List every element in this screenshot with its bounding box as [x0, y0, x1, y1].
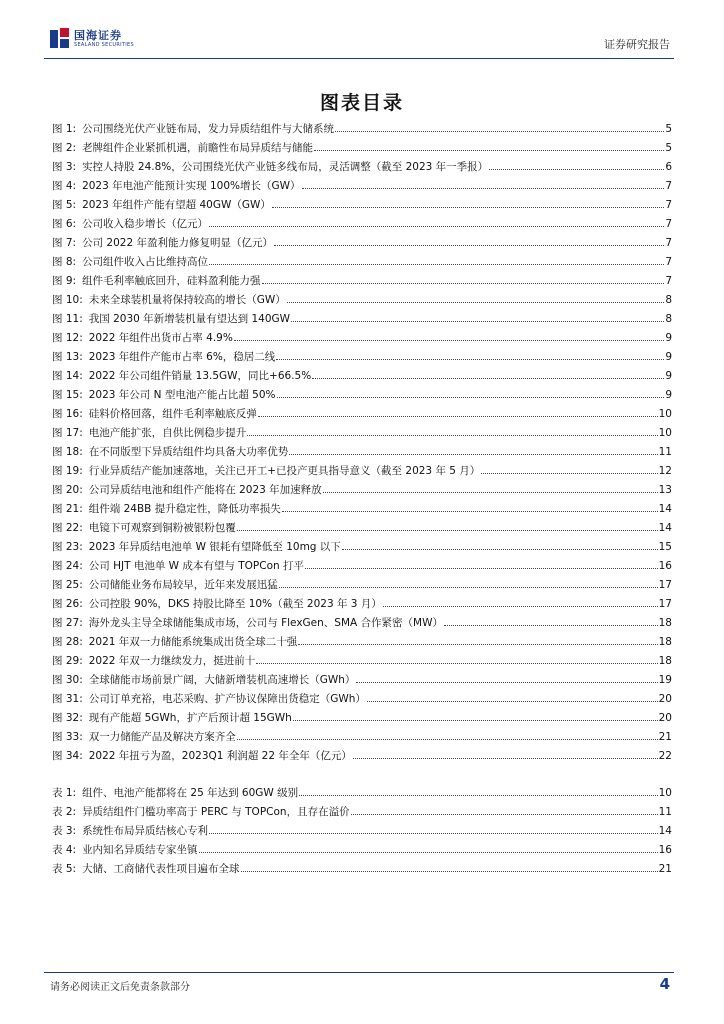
toc-entry-page: 7: [665, 180, 672, 192]
toc-entry-page: 10: [658, 787, 672, 799]
toc-leader: [353, 758, 658, 759]
toc-entry[interactable]: [52, 690, 672, 709]
toc-leader: [289, 454, 657, 455]
toc-entry[interactable]: [52, 557, 672, 576]
toc-entry[interactable]: [52, 747, 672, 766]
toc-leader: [481, 473, 657, 474]
toc-entry-label: 图 14:: [52, 370, 83, 382]
toc-entry-label: 图 33:: [52, 731, 83, 743]
logo-name-cn: 国海证券: [74, 29, 122, 42]
toc-leader: [299, 795, 657, 796]
toc-entry-label: 表 4:: [52, 844, 77, 856]
toc-entry-label: 图 8:: [52, 256, 77, 268]
toc-entry-text: 公司 2022 年盈利能力修复明显（亿元）: [82, 237, 273, 249]
toc-entry[interactable]: [52, 500, 672, 519]
toc-entry-page: 18: [658, 617, 672, 629]
toc-entry-label: 图 3:: [52, 161, 77, 173]
toc-entry-page: 15: [658, 541, 672, 553]
toc-entry-page: 17: [658, 579, 672, 591]
toc-entry-text: 2023 年异质结电池单 W 银耗有望降低至 10mg 以下: [88, 541, 341, 553]
toc-entry-page: 9: [665, 332, 672, 344]
toc-entry-label: 图 21:: [52, 503, 83, 515]
toc-entry-page: 11: [658, 806, 672, 818]
toc-entry[interactable]: [52, 215, 672, 234]
toc-entry-label: 图 26:: [52, 598, 83, 610]
toc-entry-page: 16: [658, 844, 672, 856]
toc-entry-text: 2022 年双一力继续发力，挺进前十: [88, 655, 256, 667]
toc-entry[interactable]: [52, 860, 672, 879]
toc-entry-label: 表 5:: [52, 863, 77, 875]
toc-entry[interactable]: [52, 784, 672, 803]
toc-entry-page: 12: [658, 465, 672, 477]
toc-entry-page: 14: [658, 825, 672, 837]
toc-entry-text: 全球储能市场前景广阔，大储新增装机高速增长（GWh）: [88, 674, 356, 686]
toc-entry[interactable]: [52, 253, 672, 272]
toc-leader: [241, 871, 658, 872]
toc-entry-text: 公司组件收入占比维持高位: [82, 256, 209, 268]
toc-entry[interactable]: [52, 177, 672, 196]
toc-entry-text: 2022 年组件出货市占率 4.9%: [88, 332, 233, 344]
toc-leader: [276, 359, 664, 360]
toc-entry-label: 图 30:: [52, 674, 83, 686]
toc-entry[interactable]: [52, 158, 672, 177]
toc-entry-label: 图 32:: [52, 712, 83, 724]
toc-leader: [256, 663, 657, 664]
toc-entry-text: 2022 年公司组件销量 13.5GW，同比+66.5%: [88, 370, 312, 382]
toc-entry-label: 图 25:: [52, 579, 83, 591]
toc-entry-label: 表 3:: [52, 825, 77, 837]
toc-entry[interactable]: [52, 310, 672, 329]
toc-leader: [356, 682, 657, 683]
toc-entry-label: 图 34:: [52, 750, 83, 762]
toc-entry[interactable]: [52, 728, 672, 747]
toc-leader: [291, 321, 664, 322]
toc-entry-page: 10: [658, 427, 672, 439]
toc-entry-page: 8: [665, 313, 672, 325]
toc-entry-text: 异质结组件门槛功率高于 PERC 与 TOPCon，且存在溢价: [82, 806, 350, 818]
toc-entry-text: 公司控股 90%，DKS 持股比降至 10%（截至 2023 年 3 月）: [88, 598, 382, 610]
toc-entry-label: 表 2:: [52, 806, 77, 818]
toc-entry-page: 21: [658, 863, 672, 875]
toc-entry-label: 图 4:: [52, 180, 77, 192]
toc-entry-page: 8: [665, 294, 672, 306]
toc-leader: [383, 606, 658, 607]
toc-entry-label: 图 5:: [52, 199, 77, 211]
toc-entry[interactable]: [52, 519, 672, 538]
toc-entry[interactable]: [52, 671, 672, 690]
toc-entry-text: 组件端 24BB 提升稳定性，降低功率损失: [88, 503, 281, 515]
toc-entry-text: 公司订单充裕，电芯采购、扩产协议保障出货稳定（GWh）: [88, 693, 366, 705]
toc-entry-text: 双一力储能产品及解决方案齐全: [88, 731, 236, 743]
toc-entry-text: 组件、电池产能都将在 25 年达到 60GW 级别: [82, 787, 299, 799]
page-footer: [44, 972, 674, 1003]
toc-entry-text: 2021 年双一力储能系统集成出货全球二十强: [88, 636, 298, 648]
toc-leader: [282, 511, 658, 512]
toc-leader: [312, 378, 664, 379]
toc-entry-text: 大储、工商储代表性项目遍布全球: [82, 863, 240, 875]
toc-entry-label: 图 12:: [52, 332, 83, 344]
toc-entry-label: 图 17:: [52, 427, 83, 439]
toc-leader: [335, 131, 664, 132]
toc-entry-page: 5: [665, 142, 672, 154]
toc-entry[interactable]: [52, 139, 672, 158]
toc-leader: [367, 701, 658, 702]
toc-entry[interactable]: [52, 443, 672, 462]
document-type: 证券研究报告: [604, 38, 670, 51]
toc-entry-text: 系统性布局异质结核心专利: [82, 825, 209, 837]
toc-entry-label: 图 28:: [52, 636, 83, 648]
toc-leader: [262, 283, 665, 284]
toc-leader: [293, 720, 658, 721]
toc-entry-label: 图 27:: [52, 617, 83, 629]
toc-entry-text: 电池产能扩张，自供比例稳步提升: [88, 427, 247, 439]
toc-entry[interactable]: [52, 405, 672, 424]
toc-leader: [489, 169, 664, 170]
toc-entry-text: 公司 HJT 电池单 W 成本有望与 TOPCon 打平: [88, 560, 304, 572]
logo-mark-icon: [50, 28, 70, 50]
toc-entry-page: 7: [665, 199, 672, 211]
toc-entry[interactable]: [52, 633, 672, 652]
toc-entry[interactable]: [52, 538, 672, 557]
toc-leader: [298, 644, 657, 645]
toc-entry-label: 图 16:: [52, 408, 83, 420]
toc-entry-page: 9: [665, 351, 672, 363]
toc-entry[interactable]: [52, 803, 672, 822]
toc-leader: [209, 264, 664, 265]
toc-entry[interactable]: [52, 481, 672, 500]
toc-leader: [305, 568, 658, 569]
toc-entry-label: 图 18:: [52, 446, 83, 458]
toc-entry-label: 图 2:: [52, 142, 77, 154]
toc-entry-page: 21: [658, 731, 672, 743]
toc-leader: [274, 245, 664, 246]
toc-entry-page: 13: [658, 484, 672, 496]
toc-entry[interactable]: [52, 291, 672, 310]
toc-entry-label: 图 31:: [52, 693, 83, 705]
toc-entry-page: 9: [665, 370, 672, 382]
toc-entry-text: 行业异质结产能加速落地，关注已开工+已投产更具指导意义（截至 2023 年 5 月）: [88, 465, 481, 477]
toc-entry-page: 16: [658, 560, 672, 572]
toc-entry-label: 图 22:: [52, 522, 83, 534]
toc-entry[interactable]: [52, 272, 672, 291]
toc-entry-text: 2023 年电池产能预计实现 100%增长（GW）: [82, 180, 301, 192]
toc-entry[interactable]: [52, 576, 672, 595]
toc-entry-text: 未来全球装机量将保持较高的增长（GW）: [88, 294, 286, 306]
toc-entry[interactable]: [52, 196, 672, 215]
toc-entry-text: 组件毛利率触底回升，硅料盈利能力强: [82, 275, 261, 287]
toc-leader: [258, 416, 658, 417]
toc-leader: [237, 739, 658, 740]
toc-entry[interactable]: [52, 329, 672, 348]
toc-entry-text: 2023 年公司 N 型电池产能占比超 50%: [88, 389, 276, 401]
toc-entry-text: 公司围绕光伏产业链布局，发力异质结组件与大储系统: [82, 123, 335, 135]
toc-entry-label: 图 29:: [52, 655, 83, 667]
toc-entry-label: 图 6:: [52, 218, 77, 230]
toc-entry-text: 2023 年组件产能有望超 40GW（GW）: [82, 199, 271, 211]
toc-entry-label: 图 1:: [52, 123, 77, 135]
toc-entry-page: 19: [658, 674, 672, 686]
toc-entry-text: 我国 2030 年新增装机量有望达到 140GW: [88, 313, 291, 325]
toc-entry-text: 老牌组件企业紧抓机遇，前瞻性布局异质结与储能: [82, 142, 314, 154]
toc-leader: [234, 340, 664, 341]
toc-entry[interactable]: [52, 424, 672, 443]
toc-leader: [323, 492, 658, 493]
toc-entry-text: 2023 年组件产能市占率 6%，稳居二线: [88, 351, 276, 363]
toc-entry[interactable]: [52, 709, 672, 728]
toc-entry[interactable]: [52, 462, 672, 481]
toc-title: 图表目录: [319, 92, 404, 114]
toc-entry-page: 7: [665, 237, 672, 249]
toc-entry-text: 在不同版型下异质结组件均具备大功率优势: [88, 446, 289, 458]
toc-entry-page: 7: [665, 275, 672, 287]
figure-list: [52, 120, 672, 766]
toc-leader: [199, 852, 658, 853]
toc-entry-text: 公司储能业务布局较早，近年来发展迅猛: [88, 579, 278, 591]
toc-leader: [302, 188, 665, 189]
toc-entry[interactable]: [52, 386, 672, 405]
toc-entry-page: 20: [658, 693, 672, 705]
toc-entry[interactable]: [52, 652, 672, 671]
toc-entry-text: 2022 年扭亏为盈，2023Q1 利润超 22 年全年（亿元）: [88, 750, 352, 762]
toc-entry-label: 图 9:: [52, 275, 77, 287]
toc-entry-page: 9: [665, 389, 672, 401]
toc-leader: [279, 587, 658, 588]
toc-entry-label: 图 15:: [52, 389, 83, 401]
toc-entry[interactable]: [52, 234, 672, 253]
toc-entry-label: 图 10:: [52, 294, 83, 306]
toc-entry-text: 业内知名异质结专家坐镇: [82, 844, 198, 856]
toc-entry[interactable]: [52, 367, 672, 386]
toc-entry-label: 图 13:: [52, 351, 83, 363]
toc-leader: [209, 833, 658, 834]
toc-leader: [237, 530, 658, 531]
toc-entry-page: 17: [658, 598, 672, 610]
toc-entry-page: 7: [665, 256, 672, 268]
table-list: [52, 784, 672, 879]
toc-entry[interactable]: [52, 595, 672, 614]
toc-entry-page: 5: [665, 123, 672, 135]
toc-entry-label: 图 11:: [52, 313, 83, 325]
toc-entry[interactable]: [52, 348, 672, 367]
toc-entry-text: 公司收入稳步增长（亿元）: [82, 218, 209, 230]
toc-entry-label: 图 24:: [52, 560, 83, 572]
toc-leader: [247, 435, 657, 436]
toc-entry-page: 7: [665, 218, 672, 230]
toc-leader: [342, 549, 658, 550]
toc-entry-page: 10: [658, 408, 672, 420]
toc-entry-text: 电镜下可观察到铜粉被银粉包覆: [88, 522, 236, 534]
page-number: 4: [659, 975, 670, 993]
toc-entry-text: 现有产能超 5GWh，扩产后预计超 15GWh: [88, 712, 292, 724]
company-logo: [50, 28, 134, 50]
toc-leader: [444, 625, 658, 626]
logo-name-en: SEALAND SECURITIES: [74, 42, 134, 48]
toc-entry-page: 22: [658, 750, 672, 762]
toc-entry-page: 14: [658, 503, 672, 515]
toc-entry-page: 20: [658, 712, 672, 724]
toc-entry-label: 图 23:: [52, 541, 83, 553]
toc-entry-label: 表 1:: [52, 787, 77, 799]
toc-leader: [351, 814, 658, 815]
disclaimer: 请务必阅读正文后免责条款部分: [50, 982, 190, 993]
page-header: [44, 24, 674, 59]
toc-entry-label: 图 19:: [52, 465, 83, 477]
toc-entry-page: 14: [658, 522, 672, 534]
toc-entry-page: 18: [658, 655, 672, 667]
toc-entry-page: 11: [658, 446, 672, 458]
toc-entry-label: 图 7:: [52, 237, 77, 249]
toc-leader: [314, 150, 664, 151]
toc-leader: [277, 397, 665, 398]
toc-entry-text: 公司异质结电池和组件产能将在 2023 年加速释放: [88, 484, 322, 496]
toc-entry[interactable]: [52, 822, 672, 841]
toc-entry-page: 6: [665, 161, 672, 173]
toc-leader: [209, 226, 664, 227]
toc-entry-page: 18: [658, 636, 672, 648]
toc-entry-label: 图 20:: [52, 484, 83, 496]
toc-entry[interactable]: [52, 841, 672, 860]
toc-leader: [272, 207, 664, 208]
toc-entry[interactable]: [52, 120, 672, 139]
toc-entry-text: 海外龙头主导全球储能集成市场，公司与 FlexGen、SMA 合作紧密（MW）: [88, 617, 443, 629]
toc-entry-text: 硅料价格回落，组件毛利率触底反弹: [88, 408, 257, 420]
toc-entry[interactable]: [52, 614, 672, 633]
toc-entry-text: 实控人持股 24.8%，公司围绕光伏产业链多线布局，灵活调整（截至 2023 年一季报）: [82, 161, 489, 173]
toc-leader: [287, 302, 665, 303]
